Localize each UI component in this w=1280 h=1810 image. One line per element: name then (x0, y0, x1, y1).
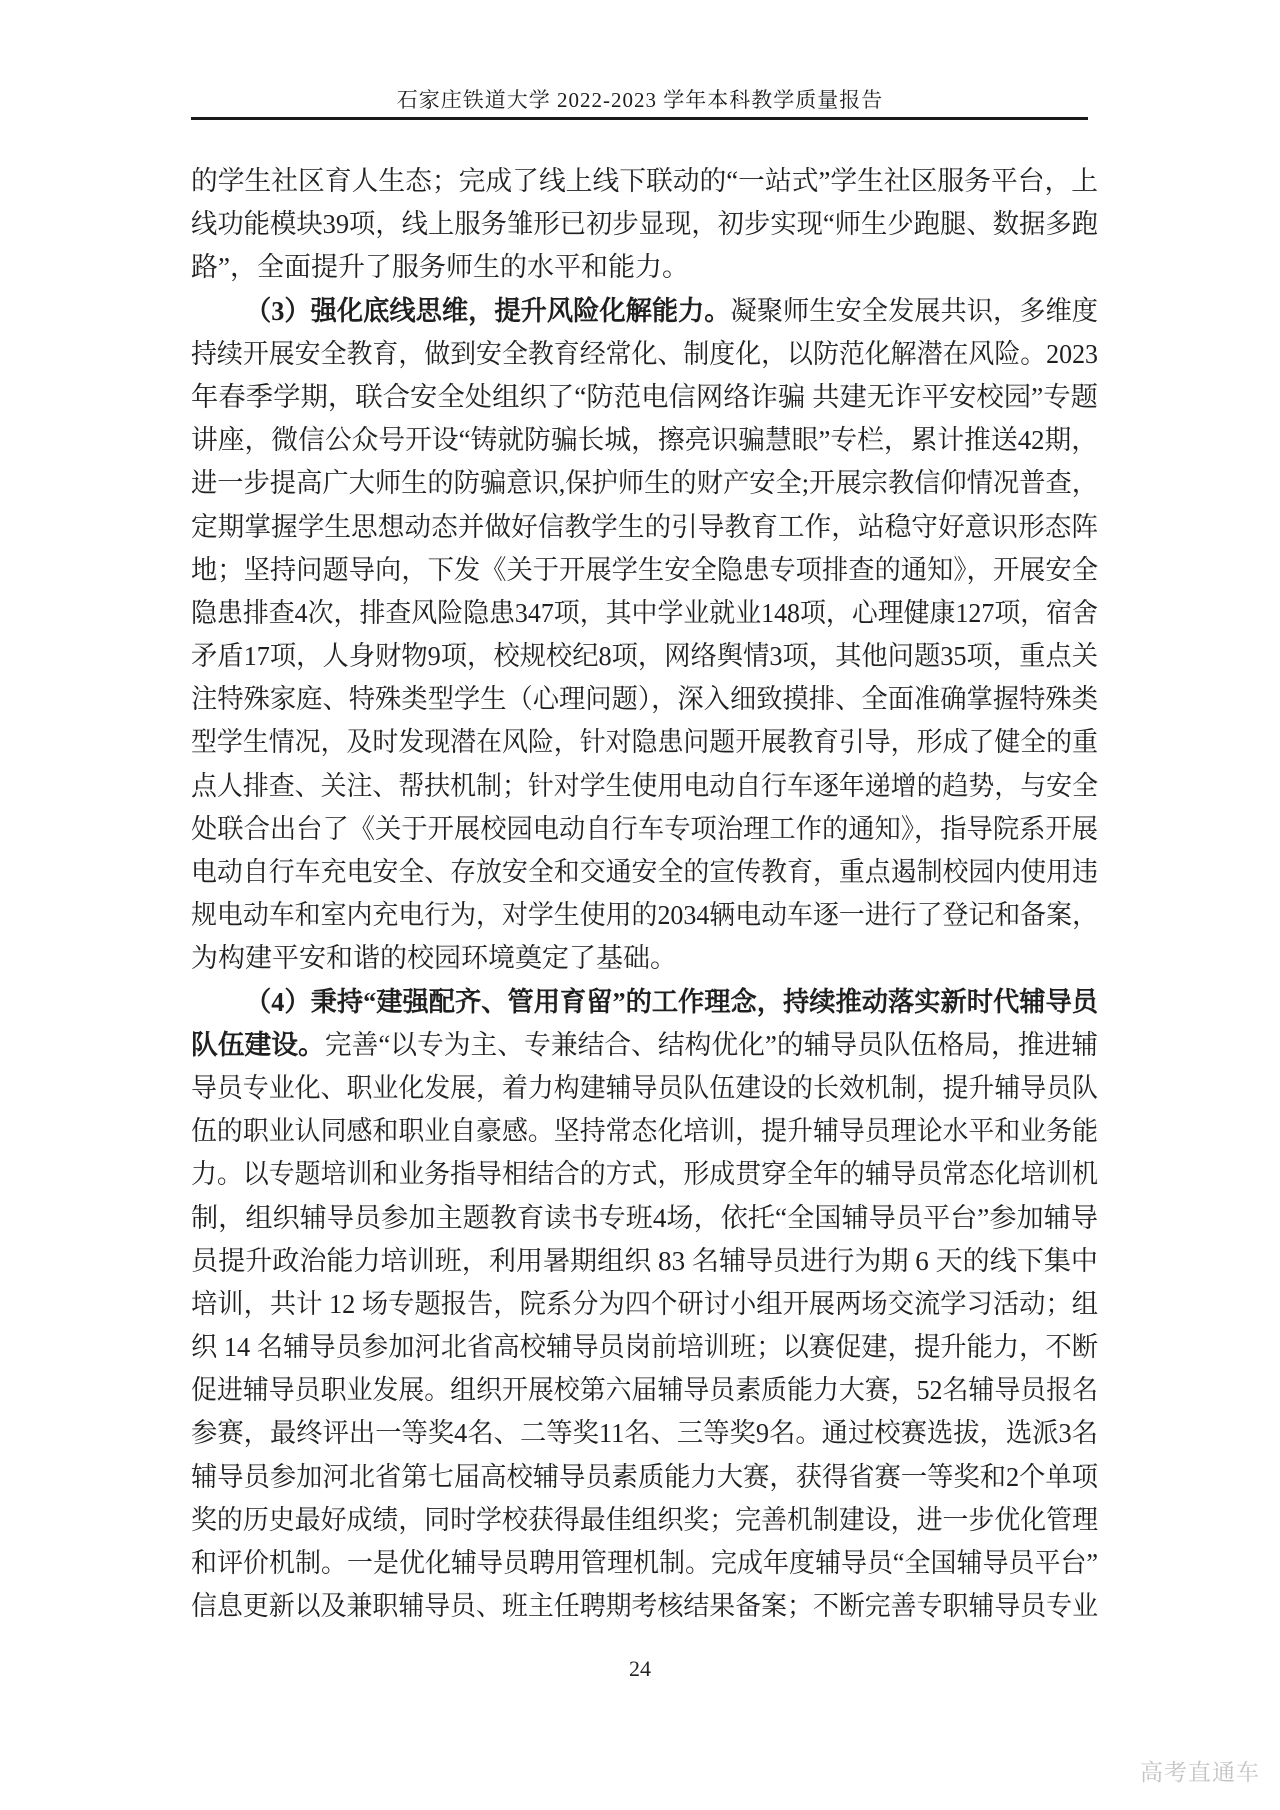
text-line-content: 信息更新以及兼职辅导员、班主任聘期考核结果备案；不断完善专职辅导员专业 (191, 1591, 1098, 1622)
text-line (191, 592, 1098, 635)
text-line-content: 注特殊家庭、特殊类型学生（心理问题），深入细致摸排、全面准确掌握特殊类 (191, 684, 1098, 715)
text-line (191, 1412, 1098, 1455)
text-line (191, 635, 1098, 678)
text-line (191, 1499, 1098, 1542)
text-line (191, 851, 1098, 894)
text-line (191, 1542, 1098, 1585)
text-line (191, 1326, 1098, 1369)
text-line-content: 年春季学期，联合安全处组织了“防范电信网络诈骗 共建无诈平安校园”专题 (191, 381, 1098, 412)
text-line (191, 678, 1098, 721)
text-line (191, 333, 1098, 376)
text-line (191, 894, 1098, 937)
text-line-content: 型学生情况，及时发现潜在风险，针对隐患问题开展教育引导，形成了健全的重 (191, 727, 1098, 758)
page-header-title: 石家庄铁道大学 2022-2023 学年本科教学质量报告 (396, 88, 884, 112)
text-line (191, 721, 1098, 764)
header-rule (191, 117, 1088, 120)
text-line (191, 246, 1098, 289)
text-line-content: 和评价机制。一是优化辅导员聘用管理机制。完成年度辅导员“全国辅导员平台” (191, 1548, 1098, 1578)
text-line (191, 203, 1098, 246)
text-line-content: 规电动车和室内充电行为，对学生使用的2034辆电动车逐一进行了登记和备案， (191, 900, 1098, 931)
text-line-content: （3）强化底线思维，提升风险化解能力。凝聚师生安全发展共识，多维度 (245, 295, 1098, 326)
text-line (191, 290, 1098, 333)
text-line (191, 1197, 1098, 1240)
text-line (191, 808, 1098, 851)
text-line (191, 1283, 1098, 1326)
text-line-content: 促进辅导员职业发展。组织开展校第六届辅导员素质能力大赛，52名辅导员报名 (191, 1375, 1098, 1406)
text-line (191, 160, 1098, 203)
text-line-content: 地；坚持问题导向，下发《关于开展学生安全隐患专项排查的通知》，开展安全 (191, 554, 1098, 585)
text-line-content: 为构建平安和谐的校园环境奠定了基础。 (191, 943, 677, 974)
text-line (191, 506, 1098, 549)
text-line (191, 1240, 1098, 1283)
text-line-content: 员提升政治能力培训班，利用暑期组织 83 名辅导员进行为期 6 天的线下集中 (191, 1245, 1098, 1276)
text-line (191, 1369, 1098, 1412)
text-line-content: 织 14 名辅导员参加河北省高校辅导员岗前培训班；以赛促建，提升能力，不断 (191, 1332, 1098, 1363)
page-number: 24 (629, 1656, 651, 1681)
text-line (191, 765, 1098, 808)
text-line-content: 定期掌握学生思想动态并做好信教学生的引导教育工作，站稳守好意识形态阵 (191, 511, 1098, 542)
text-line-content: 辅导员参加河北省第七届高校辅导员素质能力大赛，获得省赛一等奖和2个单项 (191, 1461, 1098, 1492)
text-line-content: 电动自行车充电安全、存放安全和交通安全的宣传教育，重点遏制校园内使用违 (191, 857, 1098, 887)
text-line-content: 奖的历史最好成绩，同时学校获得最佳组织奖；完善机制建设，进一步优化管理 (191, 1504, 1098, 1535)
document-body (191, 160, 1098, 1628)
text-line (191, 1024, 1098, 1067)
text-line-content: 进一步提高广大师生的防骗意识,保护师生的财产安全;开展宗教信仰情况普查， (191, 468, 1098, 499)
text-line-content: （4）秉持“建强配齐、管用育留”的工作理念，持续推动落实新时代辅导员 (245, 986, 1098, 1017)
text-line-content: 线功能模块39项，线上服务雏形已初步显现，初步实现“师生少跑腿、数据多跑 (191, 209, 1098, 240)
text-line-content: 处联合出台了《关于开展校园电动自行车专项治理工作的通知》，指导院系开展 (191, 813, 1098, 844)
text-line (191, 376, 1098, 419)
text-line (191, 937, 1098, 980)
text-line (191, 1067, 1098, 1110)
text-line-content: 制，组织辅导员参加主题教育读书专班4场，依托“全国辅导员平台”参加辅导 (191, 1202, 1098, 1233)
text-line-content: 矛盾17项，人身财物9项，校规校纪8项，网络舆情3项，其他问题35项，重点关 (191, 641, 1098, 672)
text-line (191, 1585, 1098, 1628)
text-line (191, 1456, 1098, 1499)
text-line (191, 981, 1098, 1024)
text-line (191, 462, 1098, 505)
text-line (191, 549, 1098, 592)
watermark-text: 高考直通车 (1140, 1759, 1260, 1785)
text-line-content: 力。以专题培训和业务指导相结合的方式，形成贯穿全年的辅导员常态化培训机 (191, 1159, 1098, 1190)
text-line-content: 参赛，最终评出一等奖4名、二等奖11名、三等奖9名。通过校赛选拔，选派3名 (191, 1418, 1098, 1449)
text-line-content: 持续开展安全教育，做到安全教育经常化、制度化，以防范化解潜在风险。2023 (191, 338, 1098, 369)
text-line-content: 隐患排查4次，排查风险隐患347项，其中学业就业148项，心理健康127项，宿舍 (191, 597, 1098, 628)
text-line-content: 点人排查、关注、帮扶机制；针对学生使用电动自行车逐年递增的趋势，与安全 (191, 770, 1098, 801)
text-line (191, 1153, 1098, 1196)
text-line-content: 讲座，微信公众号开设“铸就防骗长城，擦亮识骗慧眼”专栏，累计推送42期， (191, 425, 1098, 456)
text-line-content: 伍的职业认同感和职业自豪感。坚持常态化培训，提升辅导员理论水平和业务能 (191, 1116, 1098, 1147)
text-line (191, 419, 1098, 462)
text-line-content: 培训，共计 12 场专题报告，院系分为四个研讨小组开展两场交流学习活动；组 (191, 1288, 1098, 1319)
text-line (191, 1110, 1098, 1153)
text-line-content: 队伍建设。完善“以专为主、专兼结合、结构优化”的辅导员队伍格局，推进辅 (191, 1029, 1099, 1060)
text-line-content: 路”，全面提升了服务师生的水平和能力。 (191, 252, 689, 283)
text-line-content: 导员专业化、职业化发展，着力构建辅导员队伍建设的长效机制，提升辅导员队 (191, 1072, 1098, 1103)
text-line-content: 的学生社区育人生态；完成了线上线下联动的“一站式”学生社区服务平台，上 (191, 166, 1098, 196)
